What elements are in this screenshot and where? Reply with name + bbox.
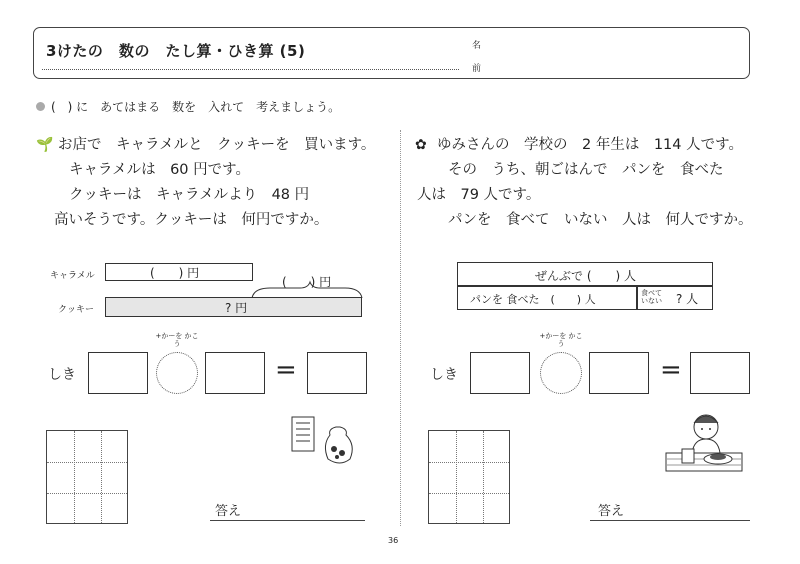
operator-circle-2[interactable] — [540, 352, 582, 394]
equals-2: = — [660, 355, 682, 385]
tape-not-ate-label: 食べて いない — [641, 289, 662, 305]
child-breakfast-illustration — [664, 405, 744, 475]
tape-caramel-text[interactable]: ( ) 円 — [150, 266, 200, 280]
shiki-box-2a[interactable] — [470, 352, 530, 394]
operator-circle-1[interactable] — [156, 352, 198, 394]
op-hint-2: +かーを かこう — [539, 332, 583, 348]
shiki-label-2: しき — [430, 367, 458, 383]
caramel-cookie-illustration — [290, 415, 365, 470]
instruction-text: ( ) に あてはまる 数を 入れて 考えましょう。 — [51, 100, 341, 114]
tape-total-text[interactable]: ぜんぶで ( ) 人 — [535, 269, 636, 283]
problem-2-text — [415, 133, 753, 233]
shiki-box-1c[interactable] — [307, 352, 367, 394]
calc-grid-1[interactable] — [46, 430, 128, 524]
page-number: 36 — [388, 536, 399, 545]
tape-ate-text[interactable]: パンを 食べた ( ) 人 — [470, 293, 596, 306]
tape-diff-text[interactable]: ( ) 円 — [282, 275, 332, 289]
problem-2-line-2: その うち、朝ごはんで パンを 食べた — [448, 162, 724, 178]
problem-1-line-2: キャラメルは 60 円です。 — [69, 162, 250, 178]
answer-label-1: 答え — [215, 504, 242, 519]
answer-label-2: 答え — [598, 504, 625, 519]
equals-1: = — [275, 355, 297, 385]
shiki-label-1: しき — [48, 367, 76, 383]
column-divider — [400, 130, 401, 526]
calc-grid-2[interactable] — [428, 430, 510, 524]
shiki-box-1b[interactable] — [205, 352, 265, 394]
problem-1-line-4: 高いそうです。クッキーは 何円ですか。 — [54, 212, 329, 228]
problem-1-text — [36, 133, 375, 233]
problem-2-line-4: パンを 食べて いない 人は 何人ですか。 — [448, 212, 753, 228]
problem-2-line-3: 人は 79 人です。 — [417, 187, 541, 203]
tape-not-ate-value: ? 人 — [676, 292, 699, 306]
op-hint-1: +かーを かこう — [155, 332, 199, 348]
name-label-1: 名 — [472, 41, 482, 51]
problem-2-line-1: ゆみさんの 学校の 2 年生は 114 人です。 — [437, 137, 743, 153]
instruction — [36, 98, 340, 115]
answer-line-2[interactable] — [590, 520, 750, 521]
tape-label-caramel: キャラメル — [50, 271, 95, 281]
shiki-box-2b[interactable] — [589, 352, 649, 394]
problem-1-line-1: お店で キャラメルと クッキーを 買います。 — [58, 137, 376, 153]
bullet-icon — [36, 102, 45, 111]
answer-line-1[interactable] — [210, 520, 365, 521]
tape-cookie-text: ? 円 — [225, 301, 248, 315]
tape-label-cookie: クッキー — [58, 305, 95, 315]
flower-icon: ✿ — [415, 137, 427, 153]
name-label-2: 前 — [472, 64, 482, 74]
page-title: 3けたの 数の たし算・ひき算 (5) — [46, 42, 306, 60]
header-box — [33, 27, 750, 79]
shiki-box-1a[interactable] — [88, 352, 148, 394]
title-underline — [42, 69, 459, 70]
sprout-icon: 🌱 — [36, 137, 54, 153]
shiki-box-2c[interactable] — [690, 352, 750, 394]
problem-1-line-3: クッキーは キャラメルより 48 円 — [69, 187, 310, 203]
